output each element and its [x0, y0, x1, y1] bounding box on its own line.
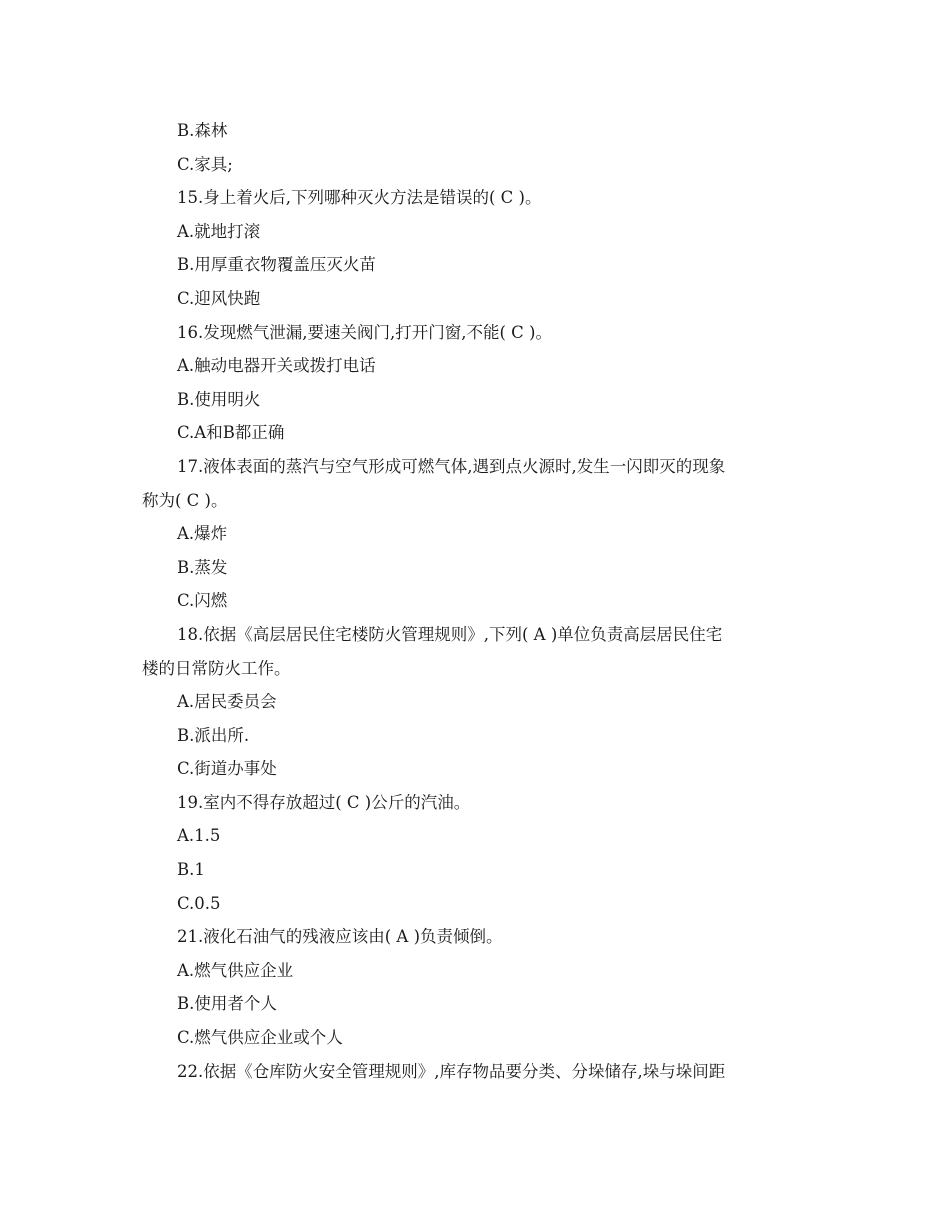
- text-line: C.街道办事处: [177, 759, 277, 779]
- text-line: A.触动电器开关或拨打电话: [177, 356, 376, 376]
- text-line: A.1.5: [177, 826, 221, 846]
- text-line: 22.依据《仓库防火安全管理规则》,库存物品要分类、分垛储存,垛与垛间距: [177, 1061, 726, 1081]
- text-line: A.居民委员会: [177, 692, 277, 712]
- text-line: C.闪燃: [177, 591, 228, 611]
- text-line: C.迎风快跑: [177, 288, 261, 308]
- text-line: 17.液体表面的蒸汽与空气形成可燃气体,遇到点火源时,发生一闪即灭的现象: [177, 456, 726, 476]
- text-line: B.派出所.: [177, 725, 250, 745]
- text-line: B.蒸发: [177, 557, 228, 577]
- text-line: B.森林: [177, 121, 228, 140]
- text-line: 称为( C )。: [142, 490, 228, 510]
- document-body: [142, 114, 814, 1088]
- text-line: B.用厚重衣物覆盖压灭火苗: [177, 255, 376, 275]
- text-line: C.家具;: [177, 154, 233, 174]
- text-line: 15.身上着火后,下列哪种灭火方法是错误的( C )。: [177, 188, 542, 208]
- text-line: 18.依据《高层居民住宅楼防火管理规则》,下列( A )单位负责高层居民住宅: [177, 624, 723, 644]
- text-line: 楼的日常防火工作。: [142, 658, 291, 678]
- text-line: C.0.5: [177, 893, 221, 913]
- text-line: C.A和B都正确: [177, 423, 285, 443]
- text-line: A.就地打滚: [177, 221, 261, 241]
- text-line: B.1: [177, 860, 205, 880]
- text-line: 16.发现燃气泄漏,要速关阀门,打开门窗,不能( C )。: [177, 322, 552, 342]
- text-line: A.燃气供应企业: [177, 960, 294, 980]
- text-line: B.使用明火: [177, 389, 261, 409]
- text-line: 21.液化石油气的残液应该由( A )负责倾倒。: [177, 927, 503, 947]
- text-line: C.燃气供应企业或个人: [177, 1028, 343, 1048]
- text-line: A.爆炸: [177, 524, 228, 544]
- text-line: B.使用者个人: [177, 994, 277, 1014]
- text-line: 19.室内不得存放超过( C )公斤的汽油。: [177, 792, 471, 812]
